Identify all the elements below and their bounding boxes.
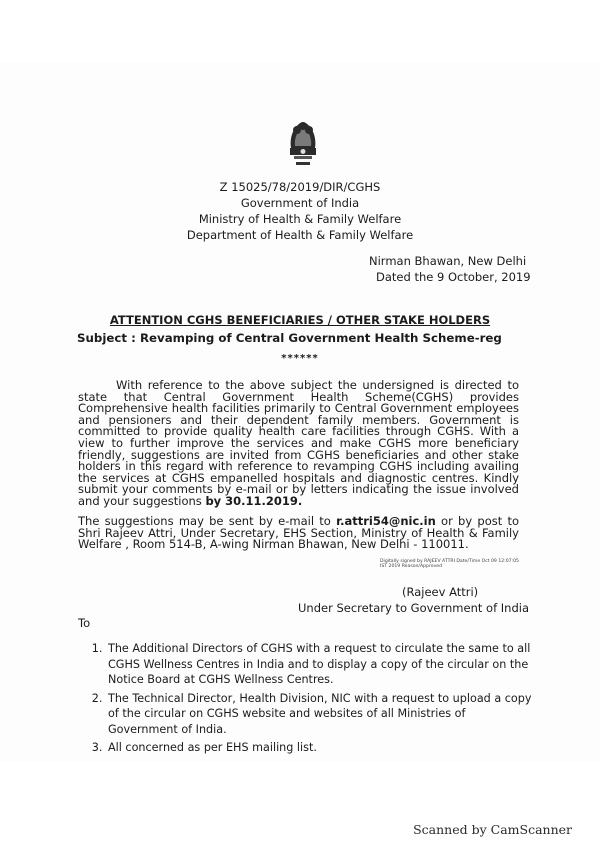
deadline: by 30.11.2019.	[205, 493, 303, 508]
state-emblem-icon	[283, 118, 323, 174]
government-line: Government of India	[240, 196, 360, 210]
signatory-designation: Under Secretary to Government of India	[298, 601, 529, 615]
attention-heading: ATTENTION CGHS BENEFICIARIES / OTHER STAKE HOLDERS	[109, 313, 491, 327]
para2-start: The suggestions may be sent by e-mail to	[78, 514, 331, 528]
body-paragraph-1	[78, 380, 519, 508]
contact-email: r.attri54@nic.in	[336, 514, 436, 528]
list-item: 2. The Technical Director, Health Division, NIC with a request to upload a copy of the circular on CGHS website and websites of all Ministries of Government of India.	[106, 691, 536, 738]
list-item: 3. All concerned as per EHS mailing list.	[106, 740, 536, 756]
ministry-line: Ministry of Health & Family Welfare	[198, 212, 402, 226]
separator: ******	[281, 353, 319, 364]
signatory-name: (Rajeev Attri)	[402, 585, 479, 599]
recipient-list	[90, 641, 536, 759]
para1-text: With reference to the above subject the undersigned is directed to state that Central Government Health Scheme(CGHS) provides Comprehensive health facilities primarily to Central Government employees and pensioners and their dependent family members. Government is committed to provide quality health care facilities through CGHS. With a view to further improve the services and make CGHS more beneficiary friendly, suggestions are invited from CGHS beneficiaries and other stake holders in this regard with reference to revamping CGHS including availing the services at CGHS empanelled hospitals and diagnostic centres. Kindly submit your comments by e-mail or by letters indicating the issue involved and your suggestions	[78, 378, 519, 508]
place-line: Nirman Bhawan, New Delhi	[369, 254, 527, 268]
para2-end: or by post to Shri Rajeev Attri, Under Secretary, EHS Section, Ministry of Health & Family Welfare , Room 514-B, A-wing Nirman Bhawan, New Delhi - 110011.	[78, 514, 520, 552]
body-paragraph-2	[78, 516, 519, 551]
to-label: To	[78, 616, 91, 630]
file-number: Z 15025/78/2019/DIR/CGHS	[219, 180, 381, 194]
subject-line: Subject : Revamping of Central Government Health Scheme-reg	[77, 331, 502, 345]
department-line: Department of Health & Family Welfare	[186, 228, 414, 242]
digital-signature-stamp: Digitally signed by RAJEEV ATTRI Date/Time Oct 09 12:07:05 IST 2019 Reason/Approved	[380, 559, 519, 569]
scanner-watermark: Scanned by CamScanner	[413, 822, 572, 837]
date-line: Dated the 9 October, 2019	[376, 270, 531, 284]
list-item: 1. The Additional Directors of CGHS with a request to circulate the same to all CGHS Wellness Centres in India and to display a copy of the circular on the Notice Board at CGHS Wellness Centres.	[106, 641, 536, 688]
